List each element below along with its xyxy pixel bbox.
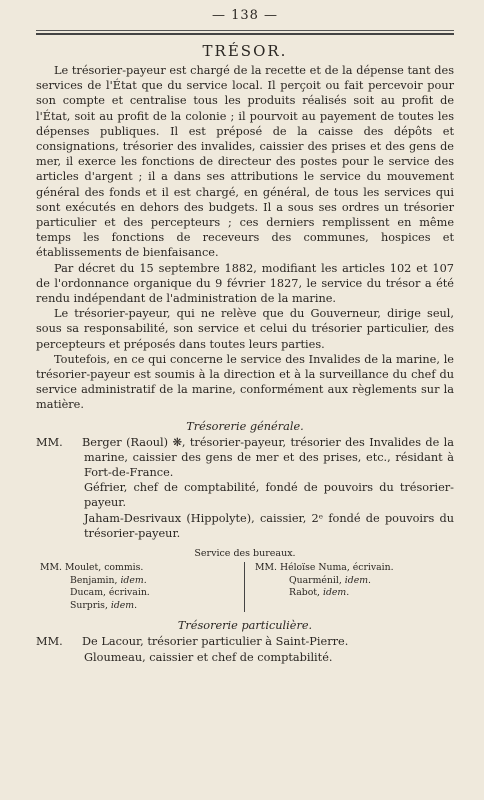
header-rule	[36, 30, 454, 31]
staff-entry-jaham	[36, 511, 454, 541]
list-item	[40, 587, 244, 600]
paragraph-3: Le trésorier-payeur, qui ne relève que du Gouverneur, dirige seul, sous sa responsabilité, son service et celui du trésorier particulier, des percepteurs et préposés dans toutes leurs parties.	[36, 307, 454, 351]
staff-name: De Lacour	[82, 635, 141, 649]
list-item: Quarménil, idem.	[289, 574, 371, 586]
staff-name: Quarménil	[289, 574, 339, 586]
staff-role: idem.	[344, 574, 371, 586]
staff-name: Géfrier	[84, 481, 124, 495]
staff-name: Gloumeau	[84, 650, 143, 664]
staff-entry-berger	[36, 435, 454, 481]
mm-label: MM.	[40, 562, 62, 574]
paragraph-4: Toutefois, en ce qui concerne le service des Invalides de la marine, le trésorier-payeur est soumis à la direction et à la surveillance du chef du service administratif de la marine, conformément aux règlements sur la matière.	[36, 352, 454, 412]
list-item	[255, 562, 454, 575]
staff-name: Surpris	[70, 599, 105, 611]
staff-role: , écrivain.	[103, 587, 150, 599]
staff-role: , trésorier-payeur, trésorier des Invalides de la marine, caissier des gens de mer et des prises, etc., résidant à Fort-de-France.	[84, 435, 454, 480]
staff-role: idem.	[110, 599, 138, 611]
paragraph-2: Par décret du 15 septembre 1882, modifiant les articles 102 et 107 de l'ordonnance organique du 9 février 1827, le service du trésor a été rendu indépendant de l'administration de la marine.	[36, 261, 454, 306]
tresorerie-particuliere-heading: Trésorerie particulière.	[177, 619, 313, 633]
bureaux-heading: Service des bureaux.	[194, 548, 296, 560]
list-item: Rabot, idem.	[289, 587, 350, 599]
staff-name: Héloïse Numa	[279, 562, 347, 574]
paragraph-1: Le trésorier-payeur est chargé de la recette et de la dépense tant des services de l'État que du service local. Il perçoit ou fait percevoir pour son compte et centralise tous les produits réalisés soit au profit de l'État, soit au profit de la colonie ; il pourvoit au payement de toutes les dépenses publiques. Il est préposé de la caisse des dépôts et consignations, trésorier des invalides, caissier des prises et des gens de mer, il exerce les fonctions de directeur des postes pour le service des articles d'argent ; il a dans ses attributions le service du mouvement général des fonds et il est chargé, en général, de tous les services qui sont exécutés en dehors des budgets. Il a sous ses ordres un trésorier particulier et des percepteurs ; ces derniers remplissent en même temps les fonctions de receveurs des communes, hospices et établissements de bienfaisance.	[36, 64, 454, 260]
section-title: TRÉSOR.	[202, 42, 288, 60]
staff-name: Jaham-Desrivaux (Hippolyte)	[84, 511, 252, 525]
staff-role: , écrivain.	[346, 562, 394, 574]
list-item	[40, 562, 244, 575]
intro-text	[36, 63, 454, 413]
staff-role: , chef de comptabilité, fondé de pouvoirs du trésorier-payeur.	[84, 481, 454, 510]
staff-role: , commis.	[98, 562, 144, 574]
staff-name: Benjamin	[70, 574, 115, 586]
staff-entry-gloumeau	[36, 650, 454, 665]
tresorerie-generale-heading: Trésorerie générale.	[186, 419, 304, 433]
staff-name: Moulet	[64, 562, 99, 574]
staff-name: Ducam	[70, 587, 104, 599]
staff-role: , caissier et chef de comptabilité.	[142, 650, 333, 664]
header-rule-thick	[36, 33, 454, 35]
page-number: — 138 —	[211, 8, 279, 23]
mm-label: MM.	[36, 435, 63, 449]
mm-label: MM.	[255, 562, 277, 574]
bureaux-left-column	[36, 562, 245, 612]
staff-entry-delacour	[36, 634, 454, 649]
staff-role: , caissier, 2ᵉ fondé de pouvoirs du trésorier-payeur.	[84, 511, 454, 540]
decoration-icon: ❋	[172, 435, 182, 449]
bureaux-columns	[36, 562, 454, 612]
bureaux-right-column	[245, 562, 454, 612]
staff-role: idem.	[322, 587, 350, 599]
staff-name: Berger (Raoul)	[82, 435, 169, 449]
staff-role: idem.	[120, 574, 147, 586]
list-item: Surpris, idem.	[70, 599, 138, 611]
list-item: Benjamin, idem.	[70, 574, 147, 586]
staff-entry-gefrier	[36, 480, 454, 510]
staff-role: , trésorier particulier à Saint-Pierre.	[140, 635, 349, 649]
mm-label: MM.	[36, 635, 63, 649]
staff-name: Rabot	[289, 587, 318, 599]
